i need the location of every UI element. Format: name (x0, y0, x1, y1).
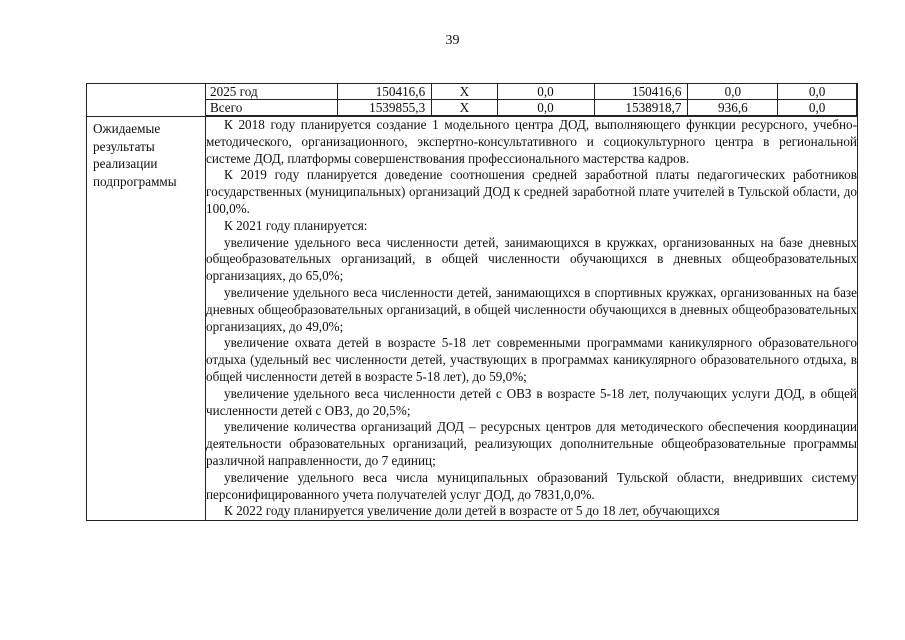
results-paragraph: увеличение удельного веса численности детей, занимающихся в кружках, организованных на базе дневных общеобразовательных организаций, в общей численности обучающихся в дневных общеобразовательных организациях, до 65,0%; (206, 234, 857, 284)
results-section (87, 117, 858, 521)
results-paragraph: К 2019 году планируется доведение соотношения средней заработной платы педагогических работников государственных (муниципальных) организаций ДОД к средней заработной плате учителей в Тульской области, до 100,0%. (206, 167, 857, 216)
finance-data-cell (206, 84, 858, 117)
column-5-value: 0,0 (688, 84, 778, 100)
column-2-value: Х (432, 84, 497, 100)
document-table (86, 83, 858, 521)
results-paragraph: увеличение количества организаций ДОД – ресурсных центров для методического обеспечения координации деятельности образовательных организаций, реализующих дополнительные общеобразовательные программы различной направленности, до 7 единиц; (206, 419, 857, 468)
total-value: 150416,6 (338, 84, 432, 100)
total-value: 1539855,3 (338, 100, 432, 116)
page-number: 39 (445, 33, 460, 48)
column-6-value: 0,0 (778, 100, 857, 116)
finance-row-2025 (206, 84, 857, 100)
results-paragraph: К 2021 году планируется: (224, 217, 368, 233)
column-4-value: 150416,6 (594, 84, 688, 100)
column-2-value: Х (432, 100, 497, 116)
results-paragraph: увеличение удельного веса числа муниципальных образований Тульской области, внедривших систему персонифицированного учета получателей услуг ДОД, до 7831,0,0%. (206, 469, 857, 502)
column-5-value: 936,6 (688, 100, 778, 116)
finance-table (206, 84, 857, 116)
column-6-value: 0,0 (778, 84, 857, 100)
finance-row-total (206, 100, 857, 116)
results-content (206, 117, 858, 521)
column-4-value: 1538918,7 (594, 100, 688, 116)
column-3-value: 0,0 (497, 84, 594, 100)
row-label: Всего (206, 100, 338, 116)
results-paragraph: увеличение удельного веса численности детей с ОВЗ в возрасте 5-18 лет, получающих услуги ДОД, в общей численности детей с ОВЗ, до 20,5%; (206, 385, 857, 418)
results-label: Ожидаемые результаты реализации подпрограммы (93, 121, 177, 189)
finance-label-cell (87, 84, 206, 117)
results-label-cell (87, 117, 206, 521)
column-3-value: 0,0 (497, 100, 594, 116)
row-label: 2025 год (206, 84, 338, 100)
results-paragraph: увеличение охвата детей в возрасте 5-18 лет современными программами каникулярного образовательного отдыха (удельный вес численности детей, участвующих в программах каникулярного образовательного отдыха, в общей численности детей в возрасте 5-18 лет), до 59,0%; (206, 335, 857, 384)
results-paragraph: увеличение удельного веса численности детей, занимающихся в спортивных кружках, организованных на базе дневных общеобразовательных организаций, в общей численности обучающихся в дневных общеобразовательных организациях, до 49,0%; (206, 284, 857, 334)
finance-section (87, 84, 858, 117)
results-paragraph: К 2018 году планируется создание 1 модельного центра ДОД, выполняющего функции ресурсного, учебно-методического, организационного, экспертно-консультативного и социокультурного центра в региональной системе ДОД, платформы совершенствования профессионального мастерства кадров. (206, 117, 857, 166)
results-paragraph: К 2022 году планируется увеличение доли детей в возрасте от 5 до 18 лет, обучающихся (224, 503, 720, 519)
